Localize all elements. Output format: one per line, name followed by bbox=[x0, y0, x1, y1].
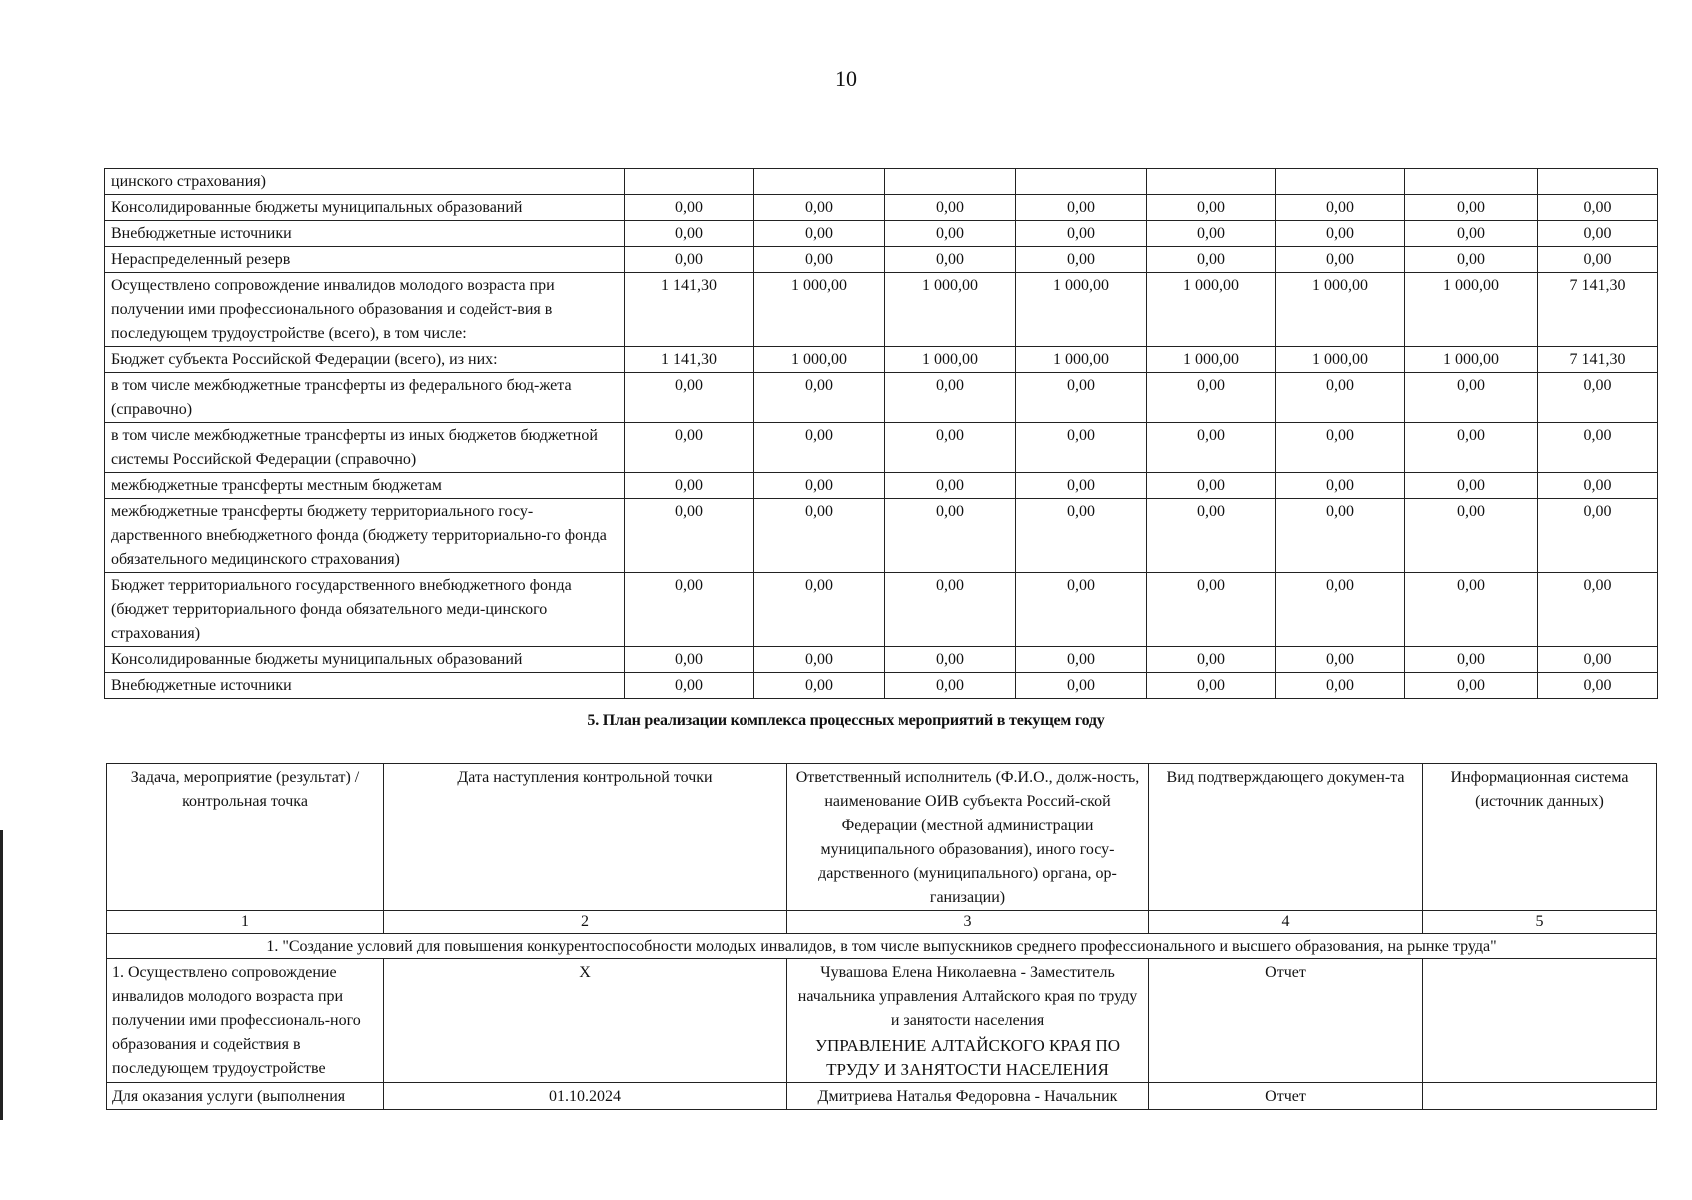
budget-value: 0,00 bbox=[625, 247, 754, 273]
budget-value: 0,00 bbox=[885, 473, 1016, 499]
budget-row-label: в том числе межбюджетные трансферты из иных бюджетов бюджетной системы Российской Федерации (справочно) bbox=[105, 423, 625, 473]
plan-header-task: Задача, мероприятие (результат) / контрольная точка bbox=[107, 764, 384, 911]
plan-group-row bbox=[107, 934, 1657, 959]
budget-row bbox=[105, 573, 1658, 647]
budget-value: 1 000,00 bbox=[1405, 273, 1538, 347]
budget-value: 0,00 bbox=[1405, 247, 1538, 273]
budget-value: 0,00 bbox=[1016, 499, 1147, 573]
section-title: 5. План реализации комплекса процессных мероприятий в текущем году bbox=[587, 712, 1105, 729]
budget-value: 0,00 bbox=[1016, 473, 1147, 499]
budget-value: 1 000,00 bbox=[885, 347, 1016, 373]
budget-value bbox=[754, 169, 885, 195]
plan-responsible-cell bbox=[787, 1083, 1149, 1110]
budget-value: 0,00 bbox=[625, 647, 754, 673]
budget-value: 0,00 bbox=[1016, 373, 1147, 423]
budget-value: 0,00 bbox=[885, 673, 1016, 699]
budget-value: 0,00 bbox=[1538, 499, 1658, 573]
budget-value: 0,00 bbox=[885, 221, 1016, 247]
budget-value: 0,00 bbox=[1405, 423, 1538, 473]
budget-value: 0,00 bbox=[1016, 195, 1147, 221]
budget-value: 0,00 bbox=[754, 247, 885, 273]
budget-value: 0,00 bbox=[754, 473, 885, 499]
plan-row bbox=[107, 959, 1657, 1083]
budget-value: 0,00 bbox=[1147, 423, 1276, 473]
budget-value: 0,00 bbox=[1016, 647, 1147, 673]
budget-row bbox=[105, 499, 1658, 573]
plan-header-doc-type: Вид подтверждающего докумен-та bbox=[1149, 764, 1423, 911]
budget-value: 0,00 bbox=[1147, 573, 1276, 647]
budget-value: 0,00 bbox=[1016, 573, 1147, 647]
budget-value: 1 000,00 bbox=[754, 347, 885, 373]
budget-value: 0,00 bbox=[625, 195, 754, 221]
plan-task: 1. Осуществлено сопровождение инвалидов молодого возраста при получении ими профессиональ-ного образования и содействия в последующем трудоустройстве bbox=[107, 959, 384, 1083]
budget-row-label: Бюджет субъекта Российской Федерации (всего), из них: bbox=[105, 347, 625, 373]
plan-group-title: 1. "Создание условий для повышения конкурентоспособности молодых инвалидов, в том числе выпускников среднего профессионального и высшего образования, на рынке труда" bbox=[107, 934, 1657, 959]
budget-value: 0,00 bbox=[1405, 195, 1538, 221]
budget-row-label: Внебюджетные источники bbox=[105, 673, 625, 699]
budget-value: 0,00 bbox=[1276, 373, 1405, 423]
budget-value: 1 000,00 bbox=[1276, 347, 1405, 373]
budget-value bbox=[625, 169, 754, 195]
budget-value: 0,00 bbox=[885, 195, 1016, 221]
budget-value: 0,00 bbox=[1147, 247, 1276, 273]
budget-value: 7 141,30 bbox=[1538, 347, 1658, 373]
column-number: 2 bbox=[384, 911, 787, 934]
plan-doc-type: Отчет bbox=[1149, 959, 1423, 1083]
budget-value: 0,00 bbox=[625, 373, 754, 423]
budget-value: 1 000,00 bbox=[1405, 347, 1538, 373]
budget-row-label: Консолидированные бюджеты муниципальных образований bbox=[105, 195, 625, 221]
budget-value: 0,00 bbox=[1147, 473, 1276, 499]
budget-value: 0,00 bbox=[1538, 373, 1658, 423]
budget-row-label: в том числе межбюджетные трансферты из федерального бюд-жета (справочно) bbox=[105, 373, 625, 423]
budget-value: 0,00 bbox=[1405, 673, 1538, 699]
budget-value: 0,00 bbox=[1276, 247, 1405, 273]
budget-value: 0,00 bbox=[1538, 673, 1658, 699]
budget-value: 0,00 bbox=[754, 373, 885, 423]
budget-value: 0,00 bbox=[1147, 673, 1276, 699]
budget-value: 1 000,00 bbox=[1147, 347, 1276, 373]
budget-value: 7 141,30 bbox=[1538, 273, 1658, 347]
budget-value: 0,00 bbox=[1538, 423, 1658, 473]
budget-value: 0,00 bbox=[885, 247, 1016, 273]
budget-value bbox=[1147, 169, 1276, 195]
budget-value: 0,00 bbox=[885, 423, 1016, 473]
budget-row bbox=[105, 373, 1658, 423]
budget-value: 0,00 bbox=[1405, 221, 1538, 247]
budget-row bbox=[105, 423, 1658, 473]
budget-row-label: Консолидированные бюджеты муниципальных образований bbox=[105, 647, 625, 673]
budget-row-label: межбюджетные трансферты бюджету территориального госу-дарственного внебюджетного фонда (бюджету территориально-го фонда обязательного медицинского страхования) bbox=[105, 499, 625, 573]
plan-info-system bbox=[1423, 959, 1657, 1083]
budget-value: 0,00 bbox=[1016, 673, 1147, 699]
budget-row-label: Внебюджетные источники bbox=[105, 221, 625, 247]
budget-value: 0,00 bbox=[1405, 373, 1538, 423]
budget-value: 0,00 bbox=[625, 499, 754, 573]
budget-value: 0,00 bbox=[1538, 473, 1658, 499]
scan-edge-mark bbox=[0, 830, 3, 1120]
budget-value: 0,00 bbox=[1538, 573, 1658, 647]
budget-value: 0,00 bbox=[1276, 673, 1405, 699]
budget-row-label: Бюджет территориального государственного внебюджетного фонда (бюджет территориального фонда обязательного меди-цинского страхования) bbox=[105, 573, 625, 647]
budget-value: 0,00 bbox=[1405, 473, 1538, 499]
budget-value: 0,00 bbox=[1276, 499, 1405, 573]
budget-value: 0,00 bbox=[625, 423, 754, 473]
budget-value: 1 000,00 bbox=[885, 273, 1016, 347]
plan-table bbox=[106, 763, 1657, 1110]
column-number: 5 bbox=[1423, 911, 1657, 934]
budget-value: 0,00 bbox=[1147, 221, 1276, 247]
budget-value: 0,00 bbox=[885, 373, 1016, 423]
budget-row-label: цинского страхования) bbox=[105, 169, 625, 195]
budget-row bbox=[105, 673, 1658, 699]
budget-value: 0,00 bbox=[1276, 573, 1405, 647]
budget-value: 1 000,00 bbox=[1276, 273, 1405, 347]
budget-value: 0,00 bbox=[1016, 247, 1147, 273]
budget-value: 0,00 bbox=[1016, 423, 1147, 473]
budget-value: 0,00 bbox=[754, 499, 885, 573]
budget-row-label: межбюджетные трансферты местным бюджетам bbox=[105, 473, 625, 499]
budget-value: 1 000,00 bbox=[1016, 347, 1147, 373]
budget-value: 0,00 bbox=[1276, 473, 1405, 499]
plan-responsible: Чувашова Елена Николаевна - Заместитель начальника управления Алтайского края по труду и занятости населения bbox=[797, 964, 1138, 1029]
budget-value: 0,00 bbox=[625, 573, 754, 647]
plan-doc-type: Отчет bbox=[1149, 1083, 1423, 1110]
budget-value: 1 000,00 bbox=[754, 273, 885, 347]
budget-value: 0,00 bbox=[885, 573, 1016, 647]
budget-value: 0,00 bbox=[1276, 423, 1405, 473]
budget-row bbox=[105, 273, 1658, 347]
plan-column-numbers bbox=[107, 911, 1657, 934]
plan-header-info-system: Информационная система (источник данных) bbox=[1423, 764, 1657, 911]
budget-row bbox=[105, 169, 1658, 195]
budget-value: 0,00 bbox=[885, 647, 1016, 673]
column-number: 1 bbox=[107, 911, 384, 934]
budget-value: 0,00 bbox=[1405, 573, 1538, 647]
budget-value: 0,00 bbox=[1276, 221, 1405, 247]
budget-value: 0,00 bbox=[1276, 195, 1405, 221]
page-number: 10 bbox=[835, 66, 857, 91]
budget-value: 1 000,00 bbox=[1147, 273, 1276, 347]
budget-row bbox=[105, 473, 1658, 499]
budget-value: 0,00 bbox=[1147, 195, 1276, 221]
budget-value: 1 000,00 bbox=[1016, 273, 1147, 347]
budget-value: 0,00 bbox=[1538, 195, 1658, 221]
budget-value bbox=[1538, 169, 1658, 195]
budget-value: 0,00 bbox=[625, 221, 754, 247]
budget-value: 0,00 bbox=[1016, 221, 1147, 247]
plan-header-responsible: Ответственный исполнитель (Ф.И.О., долж-ность, наименование ОИВ субъекта Россий-ской Федерации (местной администрации муниципального образования), иного госу-дарственного (муниципального) органа, ор-ганизации) bbox=[787, 764, 1149, 911]
plan-header-date: Дата наступления контрольной точки bbox=[384, 764, 787, 911]
budget-value: 0,00 bbox=[1147, 499, 1276, 573]
budget-row bbox=[105, 221, 1658, 247]
budget-value bbox=[1276, 169, 1405, 195]
column-number: 3 bbox=[787, 911, 1149, 934]
plan-row bbox=[107, 1083, 1657, 1110]
budget-value: 0,00 bbox=[754, 647, 885, 673]
budget-table bbox=[104, 168, 1658, 699]
budget-value: 1 141,30 bbox=[625, 347, 754, 373]
plan-responsible: Дмитриева Наталья Федоровна - Начальник bbox=[817, 1088, 1118, 1105]
plan-task: Для оказания услуги (выполнения bbox=[107, 1083, 384, 1110]
budget-value: 0,00 bbox=[1538, 221, 1658, 247]
budget-value bbox=[885, 169, 1016, 195]
budget-value: 0,00 bbox=[1276, 647, 1405, 673]
plan-responsible-cell bbox=[787, 959, 1149, 1083]
plan-header-row bbox=[107, 764, 1657, 911]
budget-value: 0,00 bbox=[1405, 647, 1538, 673]
budget-row-label: Нераспределенный резерв bbox=[105, 247, 625, 273]
budget-value: 0,00 bbox=[885, 499, 1016, 573]
plan-date: X bbox=[384, 959, 787, 1083]
budget-value: 0,00 bbox=[1147, 647, 1276, 673]
budget-value: 0,00 bbox=[1538, 247, 1658, 273]
budget-value: 0,00 bbox=[754, 573, 885, 647]
budget-value bbox=[1405, 169, 1538, 195]
budget-row bbox=[105, 647, 1658, 673]
budget-value: 0,00 bbox=[625, 473, 754, 499]
budget-row-label: Осуществлено сопровождение инвалидов молодого возраста при получении ими профессионального образования и содейст-вия в последующем трудоустройстве (всего), в том числе: bbox=[105, 273, 625, 347]
budget-value bbox=[1016, 169, 1147, 195]
budget-row bbox=[105, 347, 1658, 373]
plan-date: 01.10.2024 bbox=[384, 1083, 787, 1110]
budget-value: 0,00 bbox=[754, 221, 885, 247]
budget-value: 0,00 bbox=[1405, 499, 1538, 573]
budget-row bbox=[105, 247, 1658, 273]
budget-value: 0,00 bbox=[754, 673, 885, 699]
budget-row bbox=[105, 195, 1658, 221]
plan-info-system bbox=[1423, 1083, 1657, 1110]
budget-value: 0,00 bbox=[754, 195, 885, 221]
budget-value: 1 141,30 bbox=[625, 273, 754, 347]
budget-value: 0,00 bbox=[1538, 647, 1658, 673]
budget-value: 0,00 bbox=[625, 673, 754, 699]
plan-responsible-org: УПРАВЛЕНИЕ АЛТАЙСКОГО КРАЯ ПО ТРУДУ И ЗАНЯТОСТИ НАСЕЛЕНИЯ bbox=[814, 1036, 1121, 1079]
column-number: 4 bbox=[1149, 911, 1423, 934]
budget-value: 0,00 bbox=[754, 423, 885, 473]
budget-value: 0,00 bbox=[1147, 373, 1276, 423]
